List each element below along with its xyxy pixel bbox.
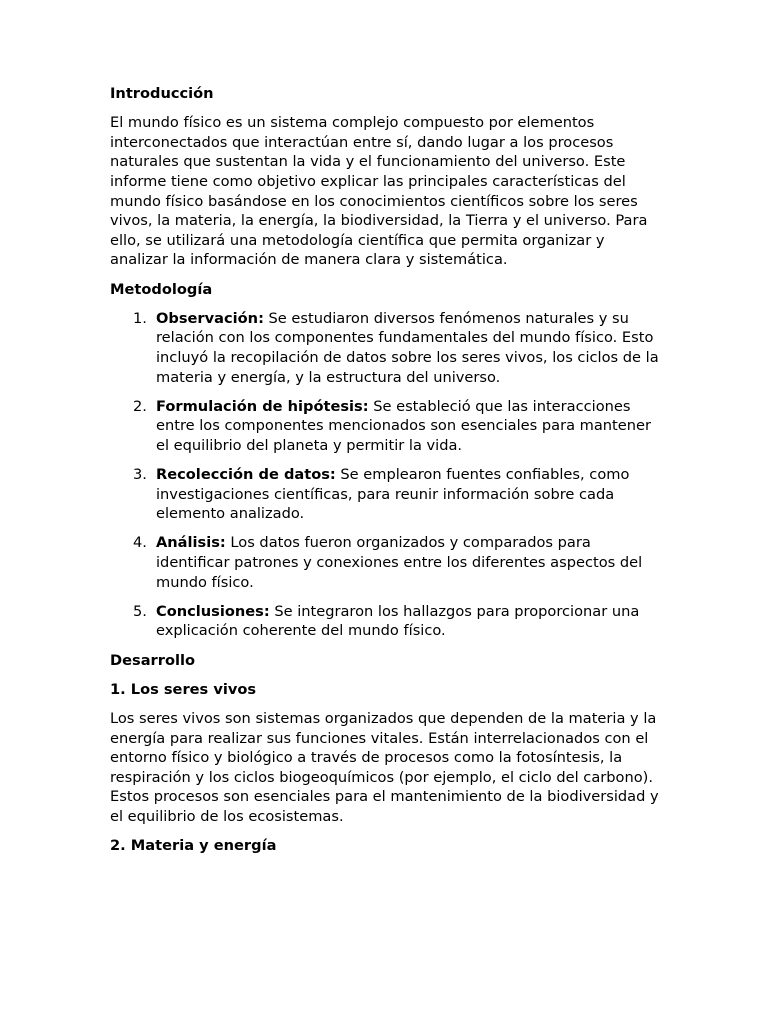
step-number: 5. bbox=[133, 602, 147, 620]
methodology-step-hypothesis bbox=[110, 397, 662, 456]
step-number: 2. bbox=[133, 397, 147, 415]
development-heading: Desarrollo bbox=[110, 651, 195, 669]
step-text: Se estudiaron diversos fenómenos naturales y su relación con los componentes fundamentales del mundo físico. Esto incluyó la recopilación de datos sobre los seres vivos, los ciclos de la materia y energía, y la estructura del universo. bbox=[156, 309, 659, 386]
subsection-heading-matter-energy: 2. Materia y energía bbox=[110, 837, 277, 855]
methodology-step-data-collection bbox=[110, 465, 662, 524]
step-title: Observación: bbox=[156, 309, 264, 327]
methodology-heading: Metodología bbox=[110, 280, 213, 298]
step-number: 1. bbox=[133, 309, 147, 327]
methodology-step-analysis bbox=[110, 533, 662, 592]
step-text: Los datos fueron organizados y comparados para identificar patrones y conexiones entre los diferentes aspectos del mundo físico. bbox=[156, 534, 643, 591]
step-text: Se integraron los hallazgos para proporcionar una explicación coherente del mundo físico. bbox=[156, 602, 640, 640]
step-title: Análisis: bbox=[156, 534, 226, 552]
step-text: Se emplearon fuentes confiables, como investigaciones científicas, para reunir información sobre cada elemento analizado. bbox=[156, 466, 630, 523]
methodology-steps-list bbox=[110, 309, 662, 641]
subsection-paragraph-living-beings: Los seres vivos son sistemas organizados que dependen de la materia y la energía para realizar sus funciones vitales. Están interrelacionados con el entorno físico y biológico a través de procesos como la fotosíntesis, la respiración y los ciclos biogeoquímicos (por ejemplo, el ciclo del carbono). Estos procesos son esenciales para el mantenimiento de la biodiversidad y el equilibrio de los ecosistemas. bbox=[110, 709, 659, 825]
step-title: Formulación de hipótesis: bbox=[156, 397, 369, 415]
methodology-step-observation bbox=[110, 309, 662, 387]
subsection-heading-living-beings: 1. Los seres vivos bbox=[110, 680, 257, 698]
step-number: 4. bbox=[133, 534, 147, 552]
intro-heading: Introducción bbox=[110, 85, 214, 102]
step-text: Se estableció que las interacciones entre los componentes mencionados son esenciales para mantener el equilibrio del planeta y permitir la vida. bbox=[156, 397, 651, 454]
document-page bbox=[110, 84, 662, 865]
step-title: Conclusiones: bbox=[156, 602, 270, 620]
intro-paragraph: El mundo físico es un sistema complejo compuesto por elementos interconectados que interactúan entre sí, dando lugar a los procesos naturales que sustentan la vida y el funcionamiento del universo. Este informe tiene como objetivo explicar las principales características del mundo físico basándose en los conocimientos científicos sobre los seres vivos, la materia, la energía, la biodiversidad, la Tierra y el universo. Para ello, se utilizará una metodología científica que permita organizar y analizar la información de manera clara y sistemática. bbox=[110, 114, 648, 269]
methodology-step-conclusions bbox=[110, 602, 662, 641]
step-title: Recolección de datos: bbox=[156, 466, 336, 484]
step-number: 3. bbox=[133, 466, 147, 484]
